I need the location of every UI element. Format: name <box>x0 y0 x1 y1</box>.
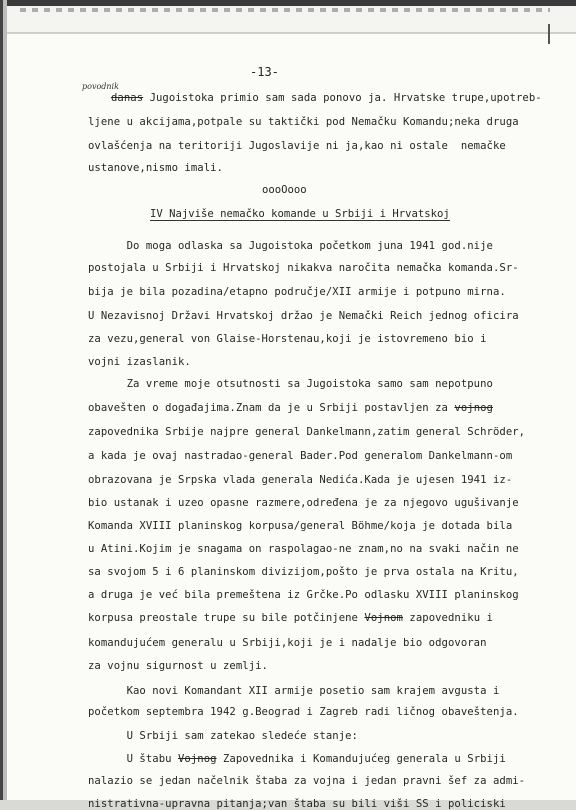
line-text: korpusa preostale trupe su bile potčinjene <box>88 612 365 624</box>
line-text: Do moga odlaska sa Jugoistoka početkom juna 1941 god.nije <box>88 240 493 252</box>
line-text: postojala u Srbiji i Hrvatskoj nikakva naročita nemačka komanda.Sr- <box>88 262 519 274</box>
text-line <box>88 333 487 345</box>
line-text-tail: zapovedniku i <box>402 612 493 624</box>
line-text: bija je bila pozadina/etapno područje/XII armije i potpuno mirna. <box>88 286 506 298</box>
text-line <box>88 589 519 601</box>
line-text: a kada je ovaj nastradao-general Bader.Pod generalom Dankelmann-om <box>88 450 513 462</box>
line-text: komandujućem generalu u Srbiji,koji je i nadalje bio odgovoran <box>88 637 487 649</box>
line-text: a druga je već bila premeštena iz Grčke.Po odlasku XVIII planinskog <box>88 589 519 601</box>
struck-word: vojnog <box>454 402 493 414</box>
line-text: u Atini.Kojim je snagama on raspolagao-ne znam,no na svaki način ne <box>88 543 519 555</box>
line-text: sa svojom 5 i 6 planinskom divizijom,pošto je prva ostala na Kritu, <box>88 566 519 578</box>
line-text: Za vreme moje otsutnosti sa Jugoistoka samo sam nepotpuno <box>88 378 493 390</box>
line-text: vojni izaslanik. <box>88 356 191 368</box>
text-line <box>88 450 512 462</box>
text-line <box>88 543 519 555</box>
text-line <box>88 798 506 810</box>
text-line <box>88 497 519 509</box>
text-line <box>88 753 506 765</box>
page-number: -13- <box>250 65 279 79</box>
text-line <box>88 775 525 787</box>
line-text: U Srbiji sam zatekao sledeće stanje: <box>88 730 358 742</box>
line-text: ljene u akcijama,potpale su taktički pod Nemačku Komandu;neka druga <box>88 116 519 128</box>
text-line <box>88 262 519 274</box>
text-line <box>88 116 519 128</box>
text-line <box>88 520 512 532</box>
line-text-tail: Jugoistoka primio sam sada ponovo ja. Hrvatske trupe,upotreb- <box>143 92 542 104</box>
line-text: Komanda XVIII planinskog korpusa/general Böhme/koja je dotada bila <box>88 520 513 532</box>
section-heading: IV Najviše nemačko komande u Srbiji i Hrvatskoj <box>150 208 450 220</box>
text-line <box>88 356 191 368</box>
line-text: nalazio se jedan načelnik štaba za vojna i jedan pravni šef za admi- <box>88 775 526 787</box>
text-line <box>88 730 358 742</box>
text-line <box>88 378 493 390</box>
perforation-marks <box>20 8 550 12</box>
text-line <box>88 474 512 486</box>
line-text: nistrativna-upravna pitanja;van štaba su bili viši SS i policiski <box>88 798 506 810</box>
text-line <box>88 660 268 672</box>
line-text: početkom septembra 1942 g.Beograd i Zagreb radi ličnog obaveštenja. <box>88 706 519 718</box>
scan-edge-left <box>0 0 7 800</box>
text-line <box>88 286 506 298</box>
corner-mark <box>548 24 558 44</box>
line-text: za vezu,general von Glaise-Horstenau,koji je istovremeno bio i <box>88 333 487 345</box>
scan-edge-top <box>0 0 576 44</box>
text-line <box>88 566 519 578</box>
line-text: U Nezavisnoj Državi Hrvatskoj držao je Nemački Reich jednog oficira <box>88 310 519 322</box>
text-line <box>88 310 519 322</box>
text-line <box>88 240 493 252</box>
text-line <box>88 140 506 152</box>
text-line <box>88 637 487 649</box>
handwritten-note: povodnik <box>82 82 119 91</box>
line-text: zapovednika Srbije najpre general Dankelmann,zatim general Schröder, <box>88 426 526 438</box>
line-text: ustanove,nismo imali. <box>88 162 223 174</box>
text-line <box>88 426 525 438</box>
line-text: obavešten o događajima.Znam da je u Srbiji postavljen za <box>88 402 455 414</box>
text-line <box>88 706 519 718</box>
struck-word: danas <box>111 92 144 104</box>
line-text: Kao novi Komandant XII armije posetio sam krajem avgusta i <box>88 685 500 697</box>
line-text: za vojnu sigurnost u zemlji. <box>88 660 268 672</box>
struck-word: Vojnog <box>178 753 217 765</box>
line-text: ovlašćenja na teritoriji Jugoslavije ni ja,kao ni ostale nemačke <box>88 140 506 152</box>
text-line <box>88 685 499 697</box>
section-separator: oooOooo <box>262 184 307 196</box>
text-line <box>88 612 493 624</box>
line-text: obrazovana je Srpska vlada generala Nedića.Kada je ujesen 1941 iz- <box>88 474 513 486</box>
struck-word: Vojnom <box>364 612 403 624</box>
line-text: bio ustanak i uzeo opasne razmere,određena je za njegovo ugušivanje <box>88 497 519 509</box>
line-text: U štabu <box>88 753 178 765</box>
line-text-tail: Zapovednika i Komandujućeg generala u Srbiji <box>216 753 506 765</box>
text-line <box>111 92 542 104</box>
text-line <box>88 402 493 414</box>
text-line <box>88 162 223 174</box>
